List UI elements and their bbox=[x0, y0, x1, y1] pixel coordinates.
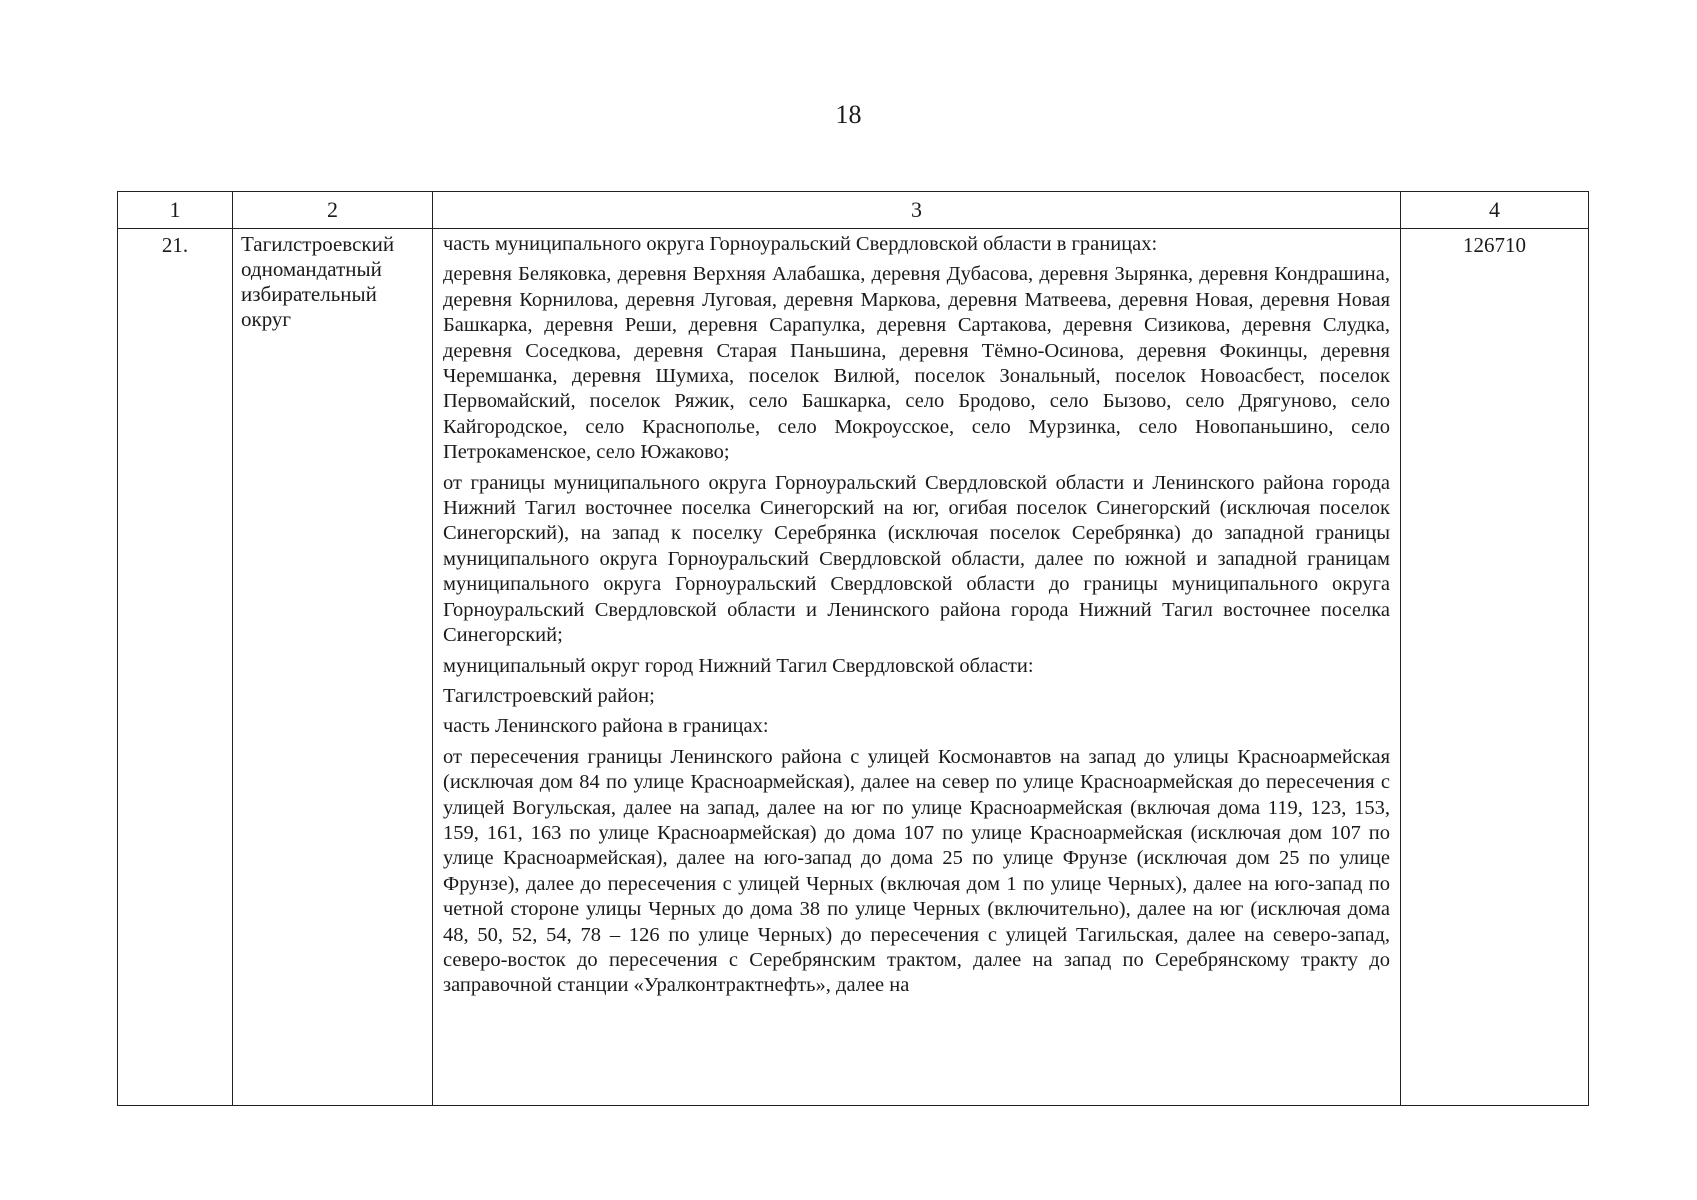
page-number: 18 bbox=[835, 100, 862, 129]
district-table bbox=[117, 191, 1589, 1106]
row-number: 21. bbox=[118, 229, 233, 1106]
column-header-1: 1 bbox=[118, 192, 233, 229]
boundary-paragraph: часть муниципального округа Горноуральский Свердловской области в границах: bbox=[443, 233, 1158, 255]
column-header-4: 4 bbox=[1401, 192, 1589, 229]
column-header-2: 2 bbox=[233, 192, 433, 229]
header-row bbox=[118, 192, 1589, 229]
boundary-paragraph: Тагилстроевский район; bbox=[443, 684, 655, 707]
column-header-3: 3 bbox=[433, 192, 1401, 229]
district-name: Тагилстроевский одномандатный избирательный округ bbox=[233, 229, 433, 1106]
boundary-paragraph: муниципальный округ город Нижний Тагил Свердловской области: bbox=[443, 654, 1034, 677]
boundary-paragraph: часть Ленинского района в границах: bbox=[443, 715, 769, 738]
boundary-paragraph: от пересечения границы Ленинского района с улицей Космонавтов на запад до улицы Красноармейская (исключая дом 84 по улице Красноармейская), далее на север по улице Красноармейская до пересечения с улицей Вогульская, далее на запад, далее на юг по улице Красноармейская (включая дома 119, 123, 153, 159, 161, 163 по улице Красноармейская) до дома 107 по улице Красноармейская (исключая дом 107 по улице Красноармейская), далее на юго-запад до дома 25 по улице Фрунзе (исключая дом 25 по улице Фрунзе), далее до пересечения с улицей Черных (включая дом 1 по улице Черных), далее на юго-запад по четной стороне улицы Черных до дома 38 по улице Черных (включительно), далее на юг (исключая дома 48, 50, 52, 54, 78 – 126 по улице Черных) до пересечения с улицей Тагильская, далее на северо-запад, северо-восток до пересечения с Серебрянским трактом, далее на запад по Серебрянскому тракту до заправочной станции «Уралконтрактнефть», далее на bbox=[443, 745, 1390, 997]
boundary-paragraph: деревня Беляковка, деревня Верхняя Алабашка, деревня Дубасова, деревня Зырянка, деревня Кондрашина, деревня Корнилова, деревня Луговая, деревня Маркова, деревня Матвеева, деревня Новая, деревня Новая Башкарка, деревня Реши, деревня Сарапулка, деревня Сартакова, деревня Сизикова, деревня Слудка, деревня Соседкова, деревня Старая Паньшина, деревня Тёмно-Осинова, деревня Фокинцы, деревня Черемшанка, деревня Шумиха, поселок Вилюй, поселок Зональный, поселок Новоасбест, поселок Первомайский, поселок Ряжик, село Башкарка, село Бродово, село Бызово, село Дрягуново, село Кайгородское, село Краснополье, село Мокроусское, село Мурзинка, село Новопаньшино, село Петрокаменское, село Южаково; bbox=[443, 263, 1390, 464]
voter-count: 126710 bbox=[1401, 229, 1589, 1106]
table-row bbox=[118, 229, 1589, 1106]
district-boundaries bbox=[433, 229, 1401, 1106]
boundary-paragraph: от границы муниципального округа Горноуральский Свердловской области и Ленинского района города Нижний Тагил восточнее поселка Синегорский на юг, огибая поселок Синегорский (исключая поселок Синегорский), на запад к поселку Серебрянка (исключая поселок Серебрянка) до западной границы муниципального округа Горноуральский Свердловской области, далее по южной и западной границам муниципального округа Горноуральский Свердловской области до границы муниципального округа Горноуральский Свердловской области и Ленинского района города Нижний Тагил восточнее поселка Синегорский; bbox=[443, 471, 1390, 647]
